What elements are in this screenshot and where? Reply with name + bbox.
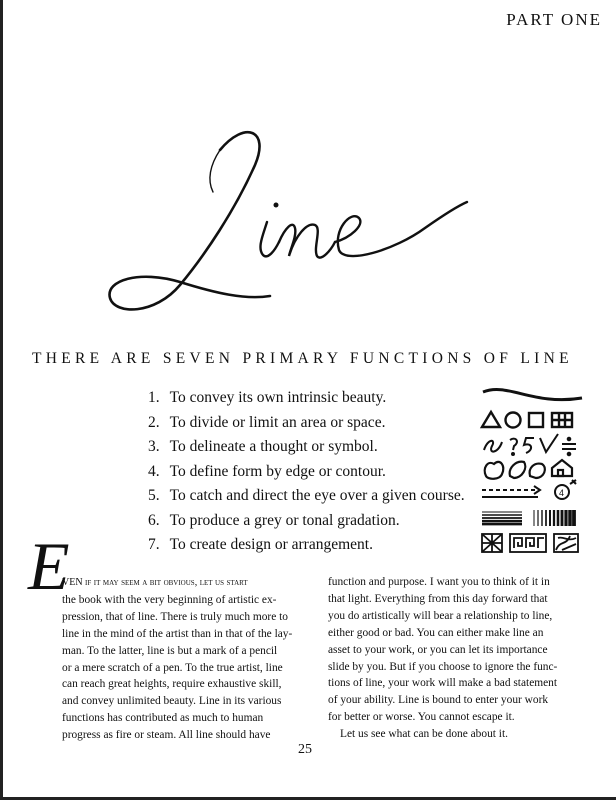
list-item: 2. To divide or limit an area or space. [148,413,386,431]
text-line: asset to your work, or you can let its importance [328,643,548,656]
wave-line-icon [483,390,582,400]
text-line: and convey unlimited beauty. Line in its various [62,695,282,708]
text-line: or a mere scratch of a pen. To the true artist, line [62,661,283,674]
pattern-icon [482,534,578,552]
text-line: progress as fire or steam. All line should have [62,729,271,742]
text-line: Let us see what can be done about it. [340,728,508,741]
text-line: functions has contributed as much to human [62,712,264,725]
functions-list [148,386,465,558]
text-line: VEN if it may seem a bit obvious, let us start [62,577,248,588]
shapes-icon [482,412,572,428]
function-icons [478,384,588,556]
arrow-path-icon [482,480,576,499]
list-item: 4. To define form by edge or contour. [148,462,386,480]
text-line: man. To the latter, line is but a mark of a pencil [62,644,278,657]
text-line: slide by you. But if you choose to ignore the func- [328,660,558,673]
text-line: tions of line, your work will make a bad statement [328,677,558,690]
list-item: 7. To create design or arrangement. [148,536,373,553]
list-item: 1. To convey its own intrinsic beauty. [148,389,387,406]
list-item: 6. To produce a grey or tonal gradation. [148,511,400,529]
svg-text:4: 4 [559,488,565,498]
page-number: 25 [298,742,312,757]
text-line: that light. Everything from this day forward that [328,592,548,605]
text-line: of your ability. Line is bound to enter your work [328,694,549,707]
text-line: the book with the very beginning of artistic ex- [62,593,277,606]
symbols-icon [484,434,576,455]
part-label: PART ONE [506,10,602,29]
text-line: for better or worse. You cannot escape it. [328,711,515,724]
drop-cap: E [28,528,70,604]
body-column-left [62,574,305,744]
title-calligraphy [95,110,495,325]
gradation-icon [482,510,574,526]
section-heading: THERE ARE SEVEN PRIMARY FUNCTIONS OF LINE [32,350,573,367]
text-line: you do artistically will bear a relationship to line, [328,609,553,622]
text-line: function and purpose. I want you to think of it in [328,576,550,588]
contour-icon [485,460,572,479]
body-column-right [328,574,580,743]
text-line: pression, that of line. There is truly much more to [62,610,288,623]
list-item: 3. To delineate a thought or symbol. [148,438,378,455]
page-edge-left [0,0,3,800]
list-item: 5. To catch and direct the eye over a given course. [148,487,465,504]
text-line: line in the mind of the artist than in that of the lay- [62,627,293,640]
text-line: can reach great heights, require exhaustive skill, [62,678,282,691]
text-line: either good or bad. You can either make line an [328,626,544,639]
